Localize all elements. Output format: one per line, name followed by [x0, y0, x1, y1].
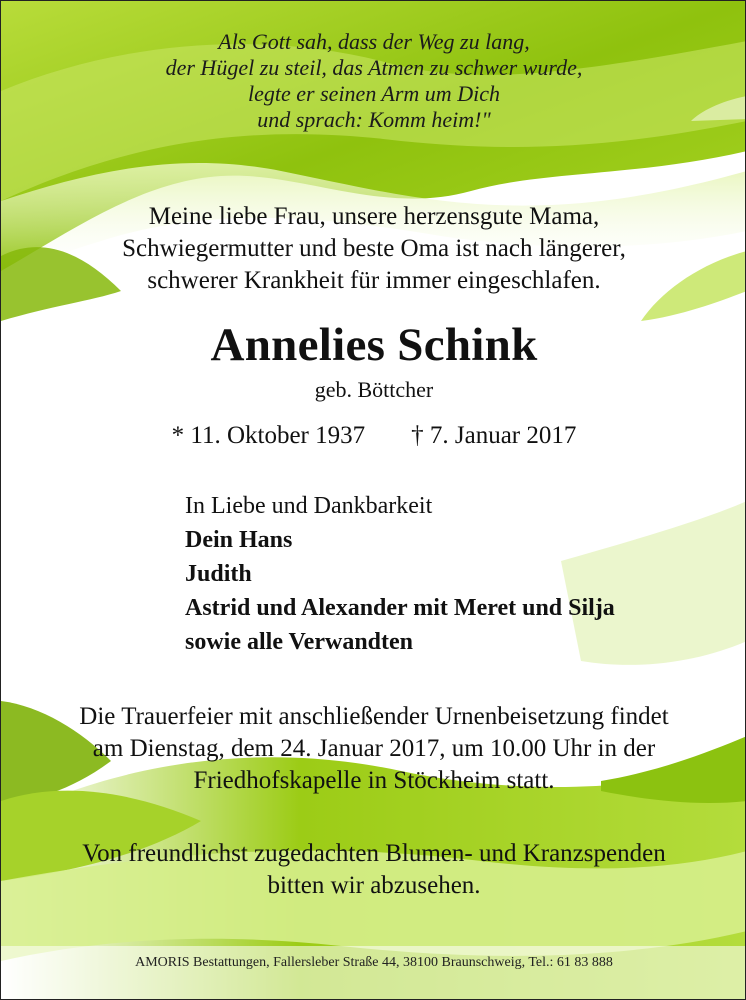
mourner-name: sowie alle Verwandten [185, 629, 413, 655]
funeral-home-footer: AMORIS Bestattungen, Fallersleber Straße 44, 38100 Braunschweig, Tel.: 61 83 888 [135, 955, 613, 970]
flowers-line: Von freundlichst zugedachten Blumen- und Kranzspenden [82, 840, 666, 867]
intro-line: Meine liebe Frau, unsere herzensgute Mama, [148, 203, 600, 230]
death-date: † 7. Januar 2017 [411, 422, 577, 449]
service-line: Die Trauerfeier mit anschließender Urnenbeisetzung findet [79, 703, 669, 730]
poem-line: Als Gott sah, dass der Weg zu lang, [218, 29, 530, 54]
maiden-name: geb. Böttcher [314, 377, 434, 402]
poem-line: und sprach: Komm heim!" [257, 107, 491, 132]
flowers-line: bitten wir abzusehen. [267, 872, 481, 899]
mourners-block [185, 489, 615, 659]
intro-line: Schwiegermutter und beste Oma ist nach längerer, [122, 235, 626, 262]
intro-text [1, 201, 746, 297]
mourner-name: Astrid und Alexander mit Meret und Silja [185, 595, 615, 621]
poem-line: legte er seinen Arm um Dich [248, 81, 500, 106]
intro-line: schwerer Krankheit für immer eingeschlafen. [147, 267, 601, 294]
service-line: am Dienstag, dem 24. Januar 2017, um 10.00 Uhr in der [92, 735, 656, 762]
life-dates [1, 421, 746, 451]
funeral-service-text [1, 701, 746, 797]
service-line: Friedhofskapelle in Stöckheim statt. [193, 767, 555, 794]
mourner-name: Judith [185, 561, 252, 587]
mourner-name: Dein Hans [185, 527, 293, 553]
birth-date: * 11. Oktober 1937 [171, 422, 366, 449]
mourners-intro: In Liebe und Dankbarkeit [185, 493, 433, 519]
poem-line: der Hügel zu steil, das Atmen zu schwer wurde, [165, 55, 583, 80]
deceased-name: Annelies Schink [210, 319, 538, 371]
flowers-note [1, 838, 746, 902]
poem [1, 29, 746, 133]
